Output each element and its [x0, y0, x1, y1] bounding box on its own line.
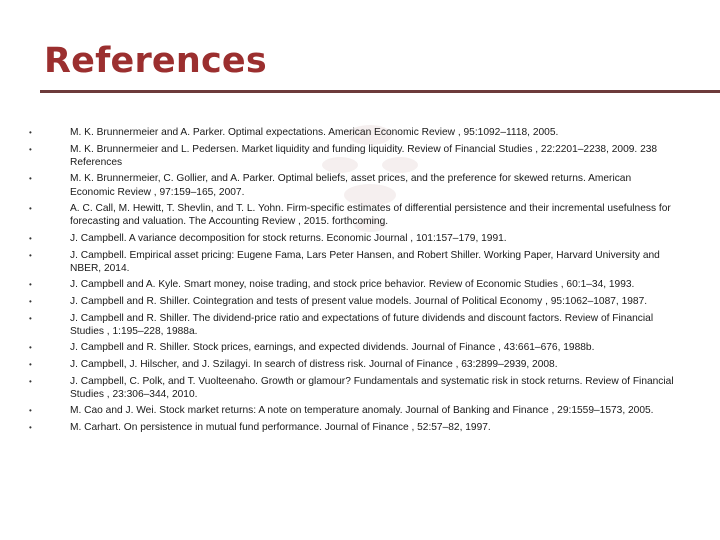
reference-item — [0, 421, 720, 434]
reference-text: J. Campbell and A. Kyle. Smart money, noise trading, and stock price behavior. Review of Economic Studies , 60:1–34, 1993. — [70, 279, 635, 291]
bullet-icon: • — [29, 343, 32, 353]
reference-text: M. K. Brunnermeier and L. Pedersen. Market liquidity and funding liquidity. Review of Financial Studies , 22:2201–2238, 2009. 238 References — [70, 143, 658, 168]
reference-item — [0, 232, 720, 245]
reference-text: M. K. Brunnermeier, C. Gollier, and A. Parker. Optimal beliefs, asset prices, and the preference for skewed returns. American Economic Review , 97:159–165, 2007. — [70, 173, 632, 198]
reference-item — [0, 143, 720, 169]
reference-text: J. Campbell and R. Shiller. Stock prices, earnings, and expected dividends. Journal of Finance , 43:661–676, 1988b. — [70, 342, 595, 354]
reference-list — [0, 126, 720, 438]
slide-title: References — [44, 41, 267, 81]
reference-item — [0, 295, 720, 308]
reference-item — [0, 404, 720, 417]
bullet-icon: • — [29, 296, 32, 306]
bullet-icon: • — [29, 128, 32, 137]
title-underline — [40, 90, 720, 93]
bullet-icon: • — [29, 233, 32, 243]
bullet-icon: • — [29, 204, 32, 214]
reference-text: J. Campbell and R. Shiller. The dividend-price ratio and expectations of future dividends and discount factors. Review of Financial Studies , 1:195–228, 1988a. — [70, 312, 654, 337]
reference-item — [0, 312, 720, 338]
reference-item — [0, 126, 720, 139]
bullet-icon: • — [29, 406, 32, 416]
reference-item — [0, 172, 720, 198]
reference-text: J. Campbell. Empirical asset pricing: Eugene Fama, Lars Peter Hansen, and Robert Shiller. Working Paper, Harvard University and NBER, 2014. — [70, 249, 660, 274]
bullet-icon: • — [29, 359, 32, 369]
bullet-icon: • — [29, 144, 32, 154]
reference-item — [0, 341, 720, 354]
bullet-icon: • — [29, 376, 32, 386]
reference-text: J. Campbell, J. Hilscher, and J. Szilagyi. In search of distress risk. Journal of Finance , 63:2899–2939, 2008. — [70, 358, 558, 370]
reference-item — [0, 358, 720, 371]
reference-item — [0, 202, 720, 228]
reference-text: M. K. Brunnermeier and A. Parker. Optimal expectations. American Economic Review , 95:1092–1118, 2005. — [70, 127, 559, 138]
reference-text: M. Cao and J. Wei. Stock market returns: A note on temperature anomaly. Journal of Banking and Finance , 29:1559–1573, 2005. — [70, 405, 654, 417]
reference-text: J. Campbell and R. Shiller. Cointegration and tests of present value models. Journal of Political Economy , 95:1062–1087, 1987. — [70, 295, 648, 307]
reference-text: M. Carhart. On persistence in mutual fund performance. Journal of Finance , 52:57–82, 1997. — [70, 421, 491, 433]
bullet-icon: • — [29, 313, 32, 323]
reference-text: J. Campbell. A variance decomposition for stock returns. Economic Journal , 101:157–179, 1991. — [70, 232, 507, 244]
bullet-icon: • — [29, 174, 32, 184]
bullet-icon: • — [29, 250, 32, 260]
reference-text: J. Campbell, C. Polk, and T. Vuolteenaho. Growth or glamour? Fundamentals and systematic risk in stock returns. Review of Financial Studies , 23:306–344, 2010. — [70, 375, 674, 400]
bullet-icon: • — [29, 280, 32, 290]
reference-item — [0, 375, 720, 401]
reference-text: A. C. Call, M. Hewitt, T. Shevlin, and T. L. Yohn. Firm-specific estimates of differential persistence and their incremental usefulness for forecasting and valuation. The Accounting Review , 2015. forthcoming. — [70, 203, 671, 228]
reference-item — [0, 278, 720, 291]
bullet-icon: • — [29, 422, 32, 432]
reference-item — [0, 249, 720, 275]
